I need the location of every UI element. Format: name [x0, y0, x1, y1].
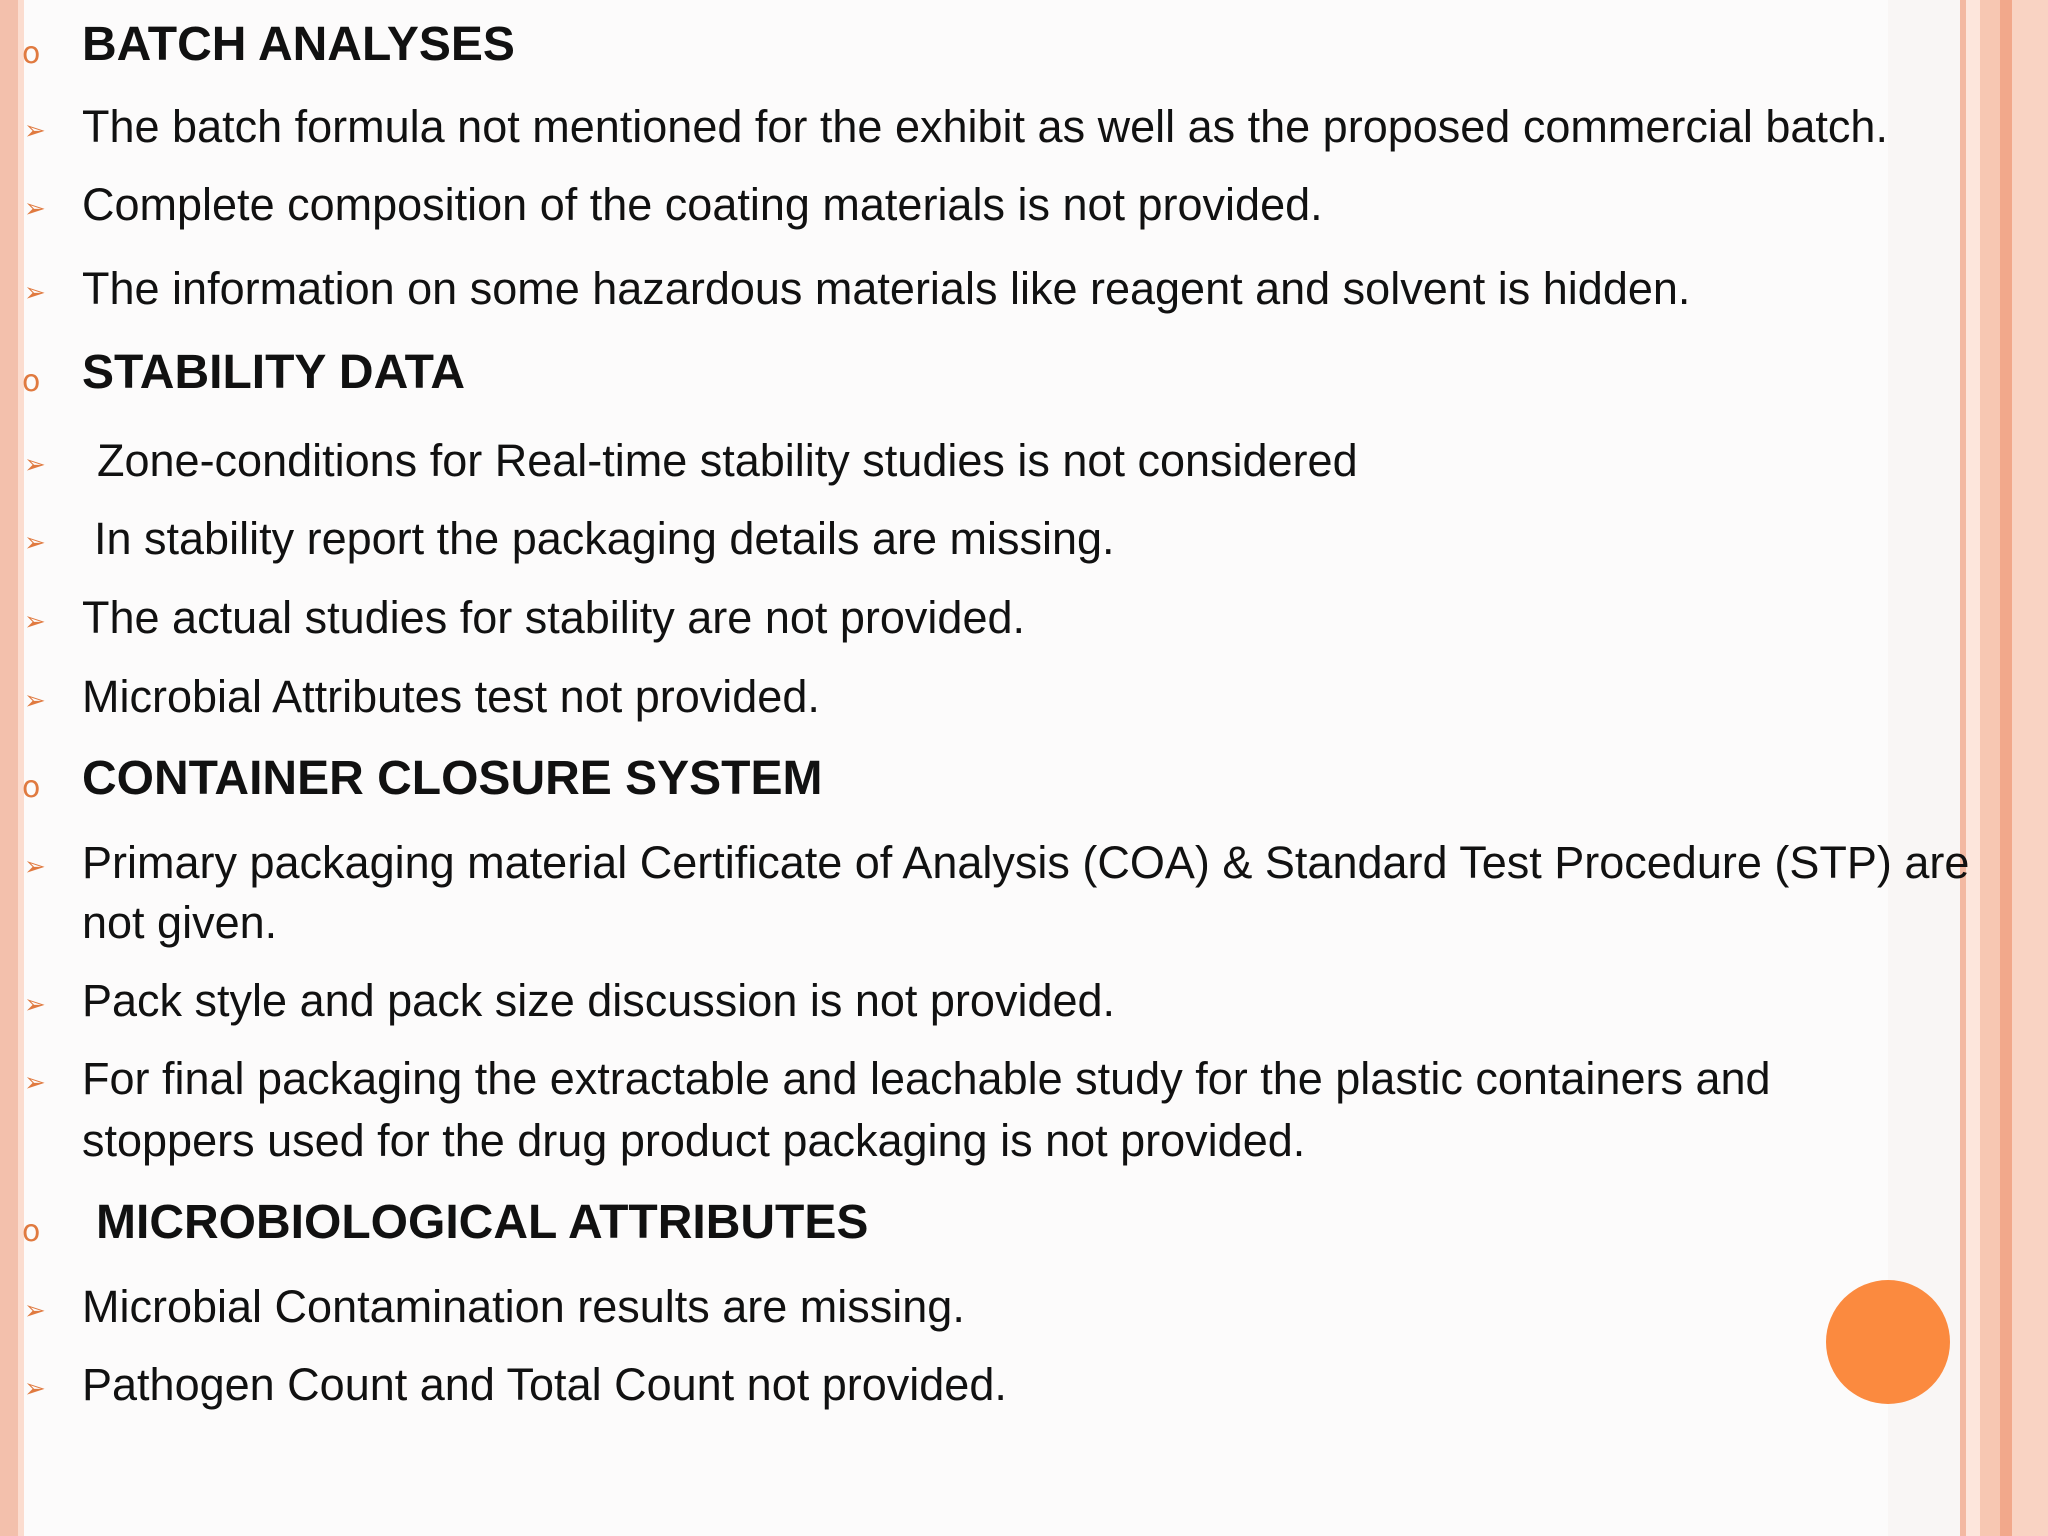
arrow-bullet-icon: ➢: [24, 278, 46, 308]
arrow-bullet-icon: ➢: [24, 607, 46, 637]
list-item: Pathogen Count and Total Count not provided.: [82, 1359, 1007, 1410]
list-item-continuation: not given.: [82, 897, 278, 948]
arrow-bullet-icon: ➢: [24, 852, 46, 882]
arrow-bullet-icon: ➢: [24, 1296, 46, 1326]
list-item: Complete composition of the coating materials is not provided.: [82, 179, 1323, 230]
list-item: The actual studies for stability are not provided.: [82, 592, 1026, 643]
section-heading-stability-data: STABILITY DATA: [82, 346, 466, 399]
list-item: Primary packaging material Certificate of Analysis (COA) & Standard Test Procedure (STP) are: [82, 837, 1970, 888]
arrow-bullet-icon: ➢: [24, 686, 46, 716]
arrow-bullet-icon: ➢: [24, 990, 46, 1020]
section-heading-microbiological-attributes: MICROBIOLOGICAL ATTRIBUTES: [96, 1196, 869, 1249]
arrow-bullet-icon: ➢: [24, 1374, 46, 1404]
list-item: For final packaging the extractable and leachable study for the plastic containers and: [82, 1053, 1771, 1104]
circle-bullet-icon: o: [22, 364, 41, 399]
section-heading-container-closure-system: CONTAINER CLOSURE SYSTEM: [82, 752, 823, 805]
list-item: Zone-conditions for Real-time stability studies is not considered: [97, 435, 1358, 486]
list-item: The batch formula not mentioned for the exhibit as well as the proposed commercial batch.: [82, 101, 1888, 152]
list-item: Microbial Attributes test not provided.: [82, 671, 820, 722]
arrow-bullet-icon: ➢: [24, 116, 46, 146]
left-border-stripe: [0, 0, 18, 1536]
list-item: Microbial Contamination results are missing.: [82, 1281, 965, 1332]
list-item-continuation: stoppers used for the drug product packaging is not provided.: [82, 1115, 1306, 1166]
section-heading-batch-analyses: BATCH ANALYSES: [82, 18, 515, 71]
decorative-orange-circle: [1826, 1280, 1950, 1404]
right-border-stripe: [2012, 0, 2048, 1536]
arrow-bullet-icon: ➢: [24, 528, 46, 558]
right-border-stripe: [1966, 0, 1980, 1536]
arrow-bullet-icon: ➢: [24, 194, 46, 224]
right-border-stripe: [1980, 0, 2000, 1536]
arrow-bullet-icon: ➢: [24, 450, 46, 480]
circle-bullet-icon: o: [22, 36, 41, 71]
circle-bullet-icon: o: [22, 770, 41, 805]
list-item: In stability report the packaging details are missing.: [94, 513, 1115, 564]
right-border-stripe: [2000, 0, 2012, 1536]
list-item: Pack style and pack size discussion is not provided.: [82, 975, 1116, 1026]
arrow-bullet-icon: ➢: [24, 1068, 46, 1098]
circle-bullet-icon: o: [22, 1214, 41, 1249]
list-item: The information on some hazardous materials like reagent and solvent is hidden.: [82, 263, 1691, 314]
